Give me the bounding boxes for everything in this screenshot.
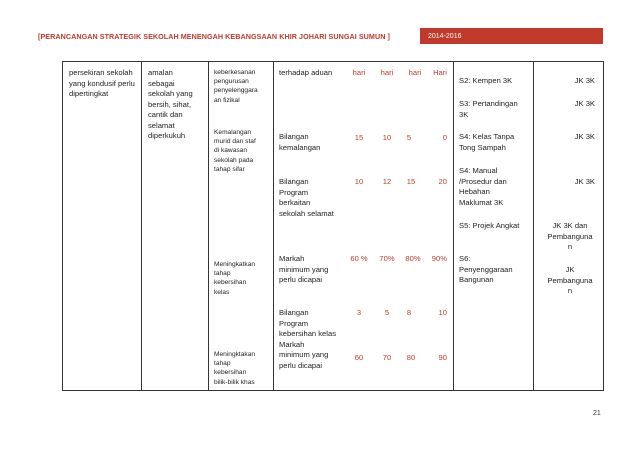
target-value: 0	[442, 133, 447, 142]
kpi-line: kebersihan	[214, 369, 247, 377]
kpi-line: Meningkatkan	[214, 261, 256, 268]
strategy-s5	[459, 221, 519, 232]
pic-line: JK 3K dan	[552, 221, 588, 230]
indicator-line: terhadap aduan	[279, 68, 333, 77]
pic-4: JK 3K	[574, 177, 595, 186]
pic-line: Pembanguna	[547, 275, 593, 285]
kpi-block-2	[214, 128, 256, 174]
strategy-line: S6:	[459, 254, 471, 263]
strategy-table	[62, 61, 604, 391]
target-value: 5	[384, 308, 390, 317]
pic-line: n	[567, 242, 573, 251]
indicator-line: Program	[279, 187, 309, 197]
indicator-line: sekolah selamat	[279, 208, 334, 218]
goal-line: bersih, sihat,	[148, 99, 192, 109]
indicator-2	[279, 132, 320, 153]
pic-line: Pembanguna	[547, 231, 593, 241]
strategy-s3	[459, 99, 518, 120]
goal-line: diperkukuh	[148, 131, 186, 140]
pic-line: n	[567, 286, 573, 295]
kpi-line: tahap	[214, 360, 231, 368]
target-value: 80%	[405, 254, 421, 263]
strategy-line: Maklumat 3K	[459, 197, 504, 207]
goal-line: sekolah yang	[148, 89, 193, 98]
strategy-line: Hebahan	[459, 187, 490, 196]
kpi-line: kelas	[214, 288, 230, 296]
strategy-line: Tong Sampah	[459, 142, 506, 152]
target-value: 60	[354, 353, 364, 362]
indicator-line: Markah	[279, 254, 305, 263]
strategy-s2	[459, 76, 512, 87]
kpi-block-3	[214, 260, 255, 297]
target-value: 15	[406, 177, 416, 186]
kpi-line: pengurusan	[214, 78, 249, 86]
pic-1: JK 3K	[574, 76, 595, 85]
strategy-line: S3: Pertandingan	[459, 99, 518, 108]
kpi-block-4	[214, 350, 255, 387]
target-value: 70	[382, 353, 392, 362]
pic-2: JK 3K	[574, 99, 595, 108]
column-divider	[273, 62, 274, 390]
indicator-line: kebersihan kelas	[279, 329, 336, 338]
indicator-line: berkaitan	[279, 198, 311, 207]
indicator-line: perlu dicapai	[279, 275, 323, 284]
target-value: 10	[354, 177, 364, 186]
indicator-line: perlu dicapai	[279, 360, 323, 370]
kpi-line: tahap sifar	[214, 165, 245, 173]
pic-6	[535, 265, 605, 297]
kpi-line: bilik-bilik khas	[214, 378, 255, 386]
strategy-line: S2: Kempen 3K	[459, 76, 513, 85]
strategy-line: 3K	[459, 109, 469, 119]
indicator-line: kemalangan	[279, 142, 321, 152]
objective-line: persekiran sekolah	[69, 68, 133, 77]
column-divider	[533, 62, 534, 390]
objective-line: dipertingkat	[69, 89, 109, 98]
pic-3: JK 3K	[574, 132, 595, 141]
kpi-line: tahap	[214, 270, 231, 278]
target-value: 10	[438, 308, 447, 317]
objective-cell	[69, 68, 135, 100]
kpi-line: penyelenggara	[214, 87, 258, 95]
strategy-s6	[459, 254, 513, 286]
strategy-s4	[459, 132, 514, 153]
target-value: 90%	[431, 254, 447, 263]
indicator-line: Bilangan	[279, 177, 309, 186]
target-value: 20	[438, 177, 447, 186]
page-number: 21	[593, 410, 601, 417]
kpi-line: an fizikal	[214, 96, 240, 104]
indicator-line: Bilangan	[279, 308, 309, 317]
target-value: 90	[438, 353, 447, 362]
document-title: [PERANCANGAN STRATEGIK SEKOLAH MENENGAH KEBANGSAAN KHIR JOHARI SUNGAI SUMUN ]	[38, 32, 390, 41]
indicator-line: Bilangan	[279, 132, 309, 141]
indicator-4	[279, 254, 328, 286]
goal-cell	[148, 68, 193, 142]
indicator-5	[279, 308, 336, 371]
strategy-s4-manual	[459, 166, 507, 208]
kpi-line: keberkesanan	[214, 69, 256, 76]
target-value: 12	[382, 177, 392, 186]
target-value: 60 %	[350, 254, 368, 263]
strategy-line: S5: Projek Angkat	[459, 221, 520, 230]
goal-line: selamat	[148, 120, 175, 130]
indicator-1	[279, 68, 332, 79]
column-divider	[453, 62, 454, 390]
indicator-3	[279, 177, 334, 219]
target-value: 10	[382, 133, 392, 142]
goal-line: amalan	[148, 68, 173, 77]
indicator-line: Markah	[279, 339, 305, 349]
kpi-line: Kemalangan	[214, 129, 252, 136]
indicator-line: minimum yang	[279, 264, 329, 274]
target-value: 70%	[379, 254, 395, 263]
strategy-line: S4: Manual	[459, 166, 498, 175]
target-2014: hari	[352, 68, 366, 77]
kpi-block-1	[214, 68, 258, 105]
indicator-line: Program	[279, 318, 309, 328]
kpi-line: murid dan staf	[214, 138, 256, 146]
column-divider	[141, 62, 142, 390]
pic-5	[535, 221, 605, 253]
goal-line: sebagai	[148, 78, 175, 88]
kpi-line: sekolah pada	[214, 156, 254, 164]
year-badge: 2014-2016	[420, 28, 603, 44]
target-value: 15	[354, 133, 364, 142]
target-2016: hari	[408, 68, 422, 77]
goal-line: cantik dan	[148, 110, 183, 119]
strategy-line: Bangunan	[459, 275, 494, 284]
objective-line: yang kondusif perlu	[69, 78, 135, 88]
target-value: 80	[406, 353, 416, 362]
pic-line: JK	[565, 265, 575, 274]
kpi-line: kebersihan	[214, 279, 247, 287]
column-divider	[208, 62, 209, 390]
target-final: Hari	[433, 68, 447, 77]
header-title-wrap	[38, 30, 390, 43]
target-value: 8	[406, 308, 412, 317]
strategy-line: S4: Kelas Tanpa	[459, 132, 515, 141]
indicator-line: minimum yang	[279, 350, 329, 359]
strategy-line: /Prosedur dan	[459, 176, 507, 186]
target-value: 3	[356, 308, 362, 317]
kpi-line: di kawasan	[214, 147, 247, 155]
target-2015: hari	[380, 68, 394, 77]
strategy-line: Penyenggaraan	[459, 264, 513, 274]
target-value: 5	[406, 133, 412, 142]
kpi-line: Meningktakan	[214, 351, 256, 358]
